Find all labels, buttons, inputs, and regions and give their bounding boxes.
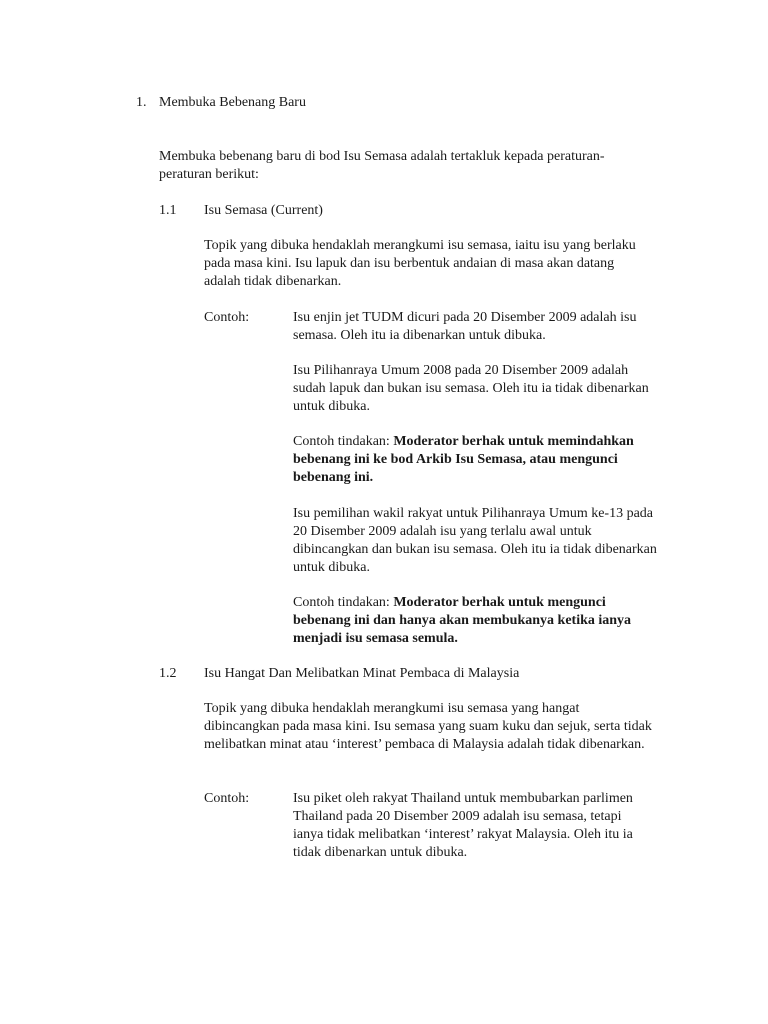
subsection-title: Isu Semasa (Current) [204,203,323,218]
subsection-number: 1.1 [159,203,177,218]
action-paragraph [293,433,663,487]
subsection-number: 1.2 [159,666,177,681]
action-text: Moderator berhak untuk memindahkan bebenang ini ke bod Arkib Isu Semasa, atau mengunci bebenang ini. [293,434,634,485]
section-number: 1. [136,95,147,110]
action-label: Contoh tindakan: [293,434,394,449]
example-paragraph: Isu Pilihanraya Umum 2008 pada 20 Disember 2009 adalah sudah lapuk dan bukan isu semasa. Oleh itu ia tidak dibenarkan untuk dibuka. [293,363,649,414]
subsection-body: Topik yang dibuka hendaklah merangkumi isu semasa, iaitu isu yang berlaku pada masa kini. Isu lapuk dan isu berbentuk andaian di masa akan datang adalah tidak dibenarkan. [204,238,636,289]
action-text: Moderator berhak untuk mengunci bebenang ini dan hanya akan membukanya ketika ianya menjadi isu semasa semula. [293,595,632,646]
subsection-body: Topik yang dibuka hendaklah merangkumi isu semasa yang hangat dibincangkan pada masa kini. Isu semasa yang suam kuku dan sejuk, serta tidak melibatkan minat atau ‘interest’ pembaca di Malaysia adalah tidak dibenarkan. [204,701,652,752]
subsection-title: Isu Hangat Dan Melibatkan Minat Pembaca di Malaysia [204,666,520,681]
example-label: Contoh: [204,791,250,806]
section-title: Membuka Bebenang Baru [159,95,306,110]
example-paragraph: Isu enjin jet TUDM dicuri pada 20 Disember 2009 adalah isu semasa. Oleh itu ia dibenarkan untuk dibuka. [293,310,637,343]
example-label: Contoh: [204,310,250,325]
intro-paragraph: Membuka bebenang baru di bod Isu Semasa adalah tertakluk kepada peraturan-peraturan berikut: [159,149,605,182]
example-paragraph: Isu pemilihan wakil rakyat untuk Pilihanraya Umum ke-13 pada 20 Disember 2009 adalah isu yang terlalu awal untuk dibincangkan dan bukan isu semasa. Oleh itu ia tidak dibenarkan untuk dibuka. [293,506,657,575]
example-paragraph: Isu piket oleh rakyat Thailand untuk membubarkan parlimen Thailand pada 20 Disember 2009 adalah isu semasa, tetapi ianya tidak melibatkan ‘interest’ rakyat Malaysia. Oleh itu ia tidak dibenarkan untuk dibuka. [293,791,633,860]
action-label: Contoh tindakan: [293,595,394,610]
action-paragraph [293,594,663,648]
